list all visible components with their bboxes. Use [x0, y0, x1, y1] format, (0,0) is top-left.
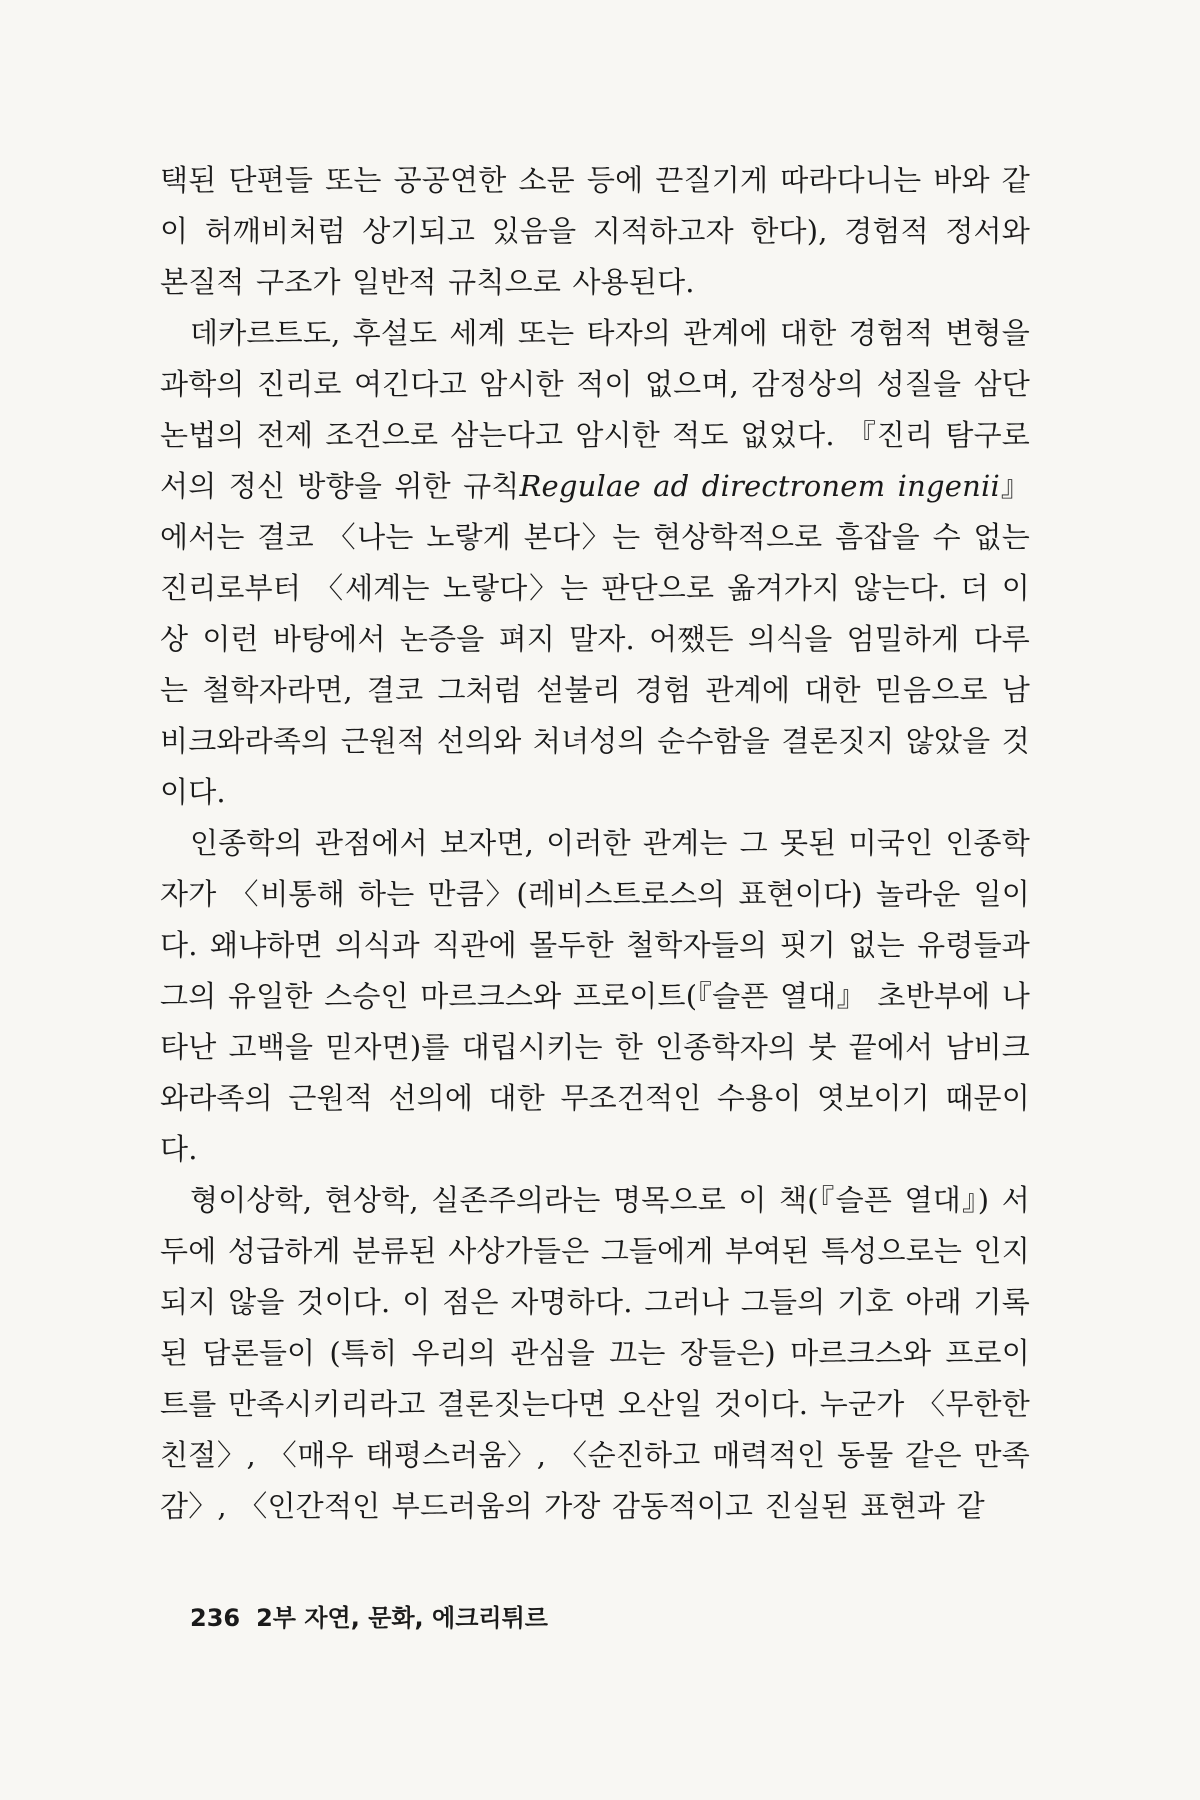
page-number: 236 — [190, 1604, 241, 1632]
paragraph-3: 인종학의 관점에서 보자면, 이러한 관계는 그 못된 미국인 인종학자가 〈비통해 하는 만큼〉(레비스트로스의 표현이다) 놀라운 일이다. 왜냐하면 의식과 직관에 몰두한 철학자들의 핏기 없는 유령들과 그의 유일한 스승인 마르크스와 프로이트(『슬픈 열대』 초반부에 나타난 고백을 믿자면)를 대립시키는 한 인종학자의 붓 끝에서 남비크와라족의 근원적 선의에 대한 무조건적인 수용이 엿보이기 때문이다. — [160, 826, 1030, 1166]
running-section-title: 2부 자연, 문화, 에크리튀르 — [256, 1604, 548, 1632]
body-text — [160, 155, 1030, 1532]
page-footer — [190, 1598, 548, 1633]
latin-title: Regulae ad directronem ingenii — [519, 469, 1000, 503]
paragraph-2-text-after: 』에서는 결코 〈나는 노랗게 본다〉는 현상학적으로 흠잡을 수 없는 진리로부터 〈세계는 노랗다〉는 판단으로 옮겨가지 않는다. 더 이상 이런 바탕에서 논증을 펴지 말자. 어쨌든 의식을 엄밀하게 다루는 철학자라면, 결코 그처럼 섣불리 경험 관계에 대한 믿음으로 남비크와라족의 근원적 선의와 처녀성의 순수함을 결론짓지 않았을 것이다. — [160, 469, 1030, 809]
paragraph-2 — [160, 308, 1030, 818]
paragraph-2-text-before: 데카르트도, 후설도 세계 또는 타자의 관계에 대한 경험적 변형을 과학의 진리로 여긴다고 암시한 적이 없으며, 감정상의 성질을 삼단 논법의 전제 조건으로 삼는다고 암시한 적도 없었다. 『진리 탐구로서의 정신 방향을 위한 규칙 — [160, 316, 1030, 503]
paragraph-4: 형이상학, 현상학, 실존주의라는 명목으로 이 책(『슬픈 열대』) 서두에 성급하게 분류된 사상가들은 그들에게 부여된 특성으로는 인지되지 않을 것이다. 이 점은 자명하다. 그러나 그들의 기호 아래 기록된 담론들이 (특히 우리의 관심을 끄는 장들은) 마르크스와 프로이트를 만족시키리라고 결론짓는다면 오산일 것이다. 누군가 〈무한한 친절〉, 〈매우 태평스러움〉, 〈순진하고 매력적인 동물 같은 만족감〉, 〈인간적인 부드러움의 가장 감동적이고 진실된 표현과 같 — [160, 1183, 1030, 1523]
paragraph-1: 택된 단편들 또는 공공연한 소문 등에 끈질기게 따라다니는 바와 같이 허깨비처럼 상기되고 있음을 지적하고자 한다), 경험적 정서와 본질적 구조가 일반적 규칙으로 사용된다. — [160, 163, 1030, 299]
